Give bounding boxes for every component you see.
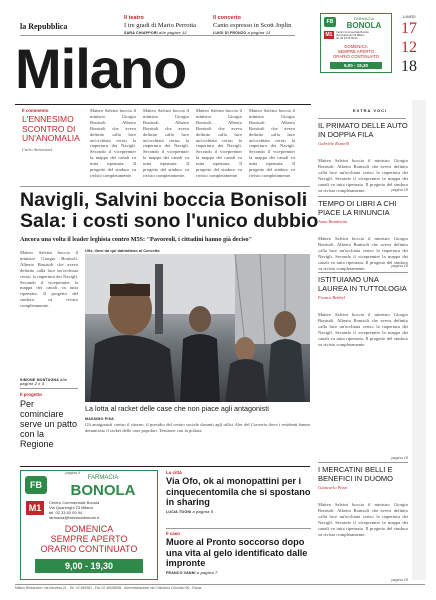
ofo-byline: LUCIA TOGNI a pagina 5 [166, 509, 214, 514]
right-story-1-page: pagina 18 [391, 188, 408, 192]
photo-caption: La lotta al racket delle case che non piace agli antagonisti [85, 404, 269, 413]
right-story-2[interactable] [318, 199, 408, 271]
pharmacy-name: BONOLA [346, 21, 382, 30]
lead-body-col-1: Matteo Salvini boccia il ministro Giorgio Bonisoli. Alberto Bonisoli che aveva definito «alla luce un'occhiata certa» la riapertura dei Navigli. Secondo il vicepremier la mappa dei canali va tutta ripensata. Il progetto del sindaco va rivisto completamente. [90, 108, 136, 178]
comment-title: L'ENNESIMO SCONTRO DI UN'ANOMALIA [22, 114, 80, 143]
pronto-headline: Muore al Pronto soccorso dopo una vita al gelo identificato dalle impronte [166, 537, 308, 568]
pharmacy-open-sunday: DOMENICA SEMPRE APERTO ORARIO CONTINUATO [332, 44, 380, 59]
pharmacy-prefix-large: FARMACIA [87, 475, 119, 481]
right-story-1-title: IL PRIMATO DELLE AUTO IN DOPPIA FILA [318, 121, 408, 139]
promo-headline: I tre gradi di Mario Perrotta [124, 22, 197, 29]
right-story-3-body: Matteo Salvini boccia il ministro Giorgio Bonisoli. Alberto Bonisoli che aveva definito «alla luce un'occhiata certa» la riapertura dei Navigli. Secondo il vicepremier la mappa dei canali va tutta ripensata. Il progetto del sindaco va rivisto completamente. [318, 312, 408, 347]
progetto-kicker: Il progetto [20, 392, 42, 397]
date-line-2: 12 [401, 39, 417, 56]
main-headline-line-1[interactable]: Navigli, Salvini boccia Bonisoli [20, 189, 308, 211]
pharmacy-prefix: FARMACIA [353, 16, 375, 21]
lead-body-col-4: Matteo Salvini boccia il ministro Giorgio Bonisoli. Alberto Bonisoli che aveva definito «alla luce un'occhiata certa» la riapertura dei Navigli. Secondo il vicepremier la mappa dei canali va tutta ripensata. Il progetto del sindaco va rivisto completamente. [249, 108, 295, 178]
right-story-2-author: Anna Bandettini [318, 219, 348, 224]
photo-crowd-illustration [85, 254, 310, 402]
right-story-2-body: Matteo Salvini boccia il ministro Giorgio Bonisoli. Alberto Bonisoli che aveva definito «alla luce un'occhiata certa» la riapertura dei Navigli. Secondo il vicepremier la mappa dei canali va tutta ripensata. Il progetto del sindaco va rivisto completamente. [318, 236, 408, 271]
right-story-4-body: Matteo Salvini boccia il ministro Giorgio Bonisoli. Alberto Bonisoli che aveva definito «alla luce un'occhiata certa» la riapertura dei Navigli. Secondo il vicepremier la mappa dei canali va tutta ripensata. Il progetto del sindaco va rivisto completamente. [318, 502, 408, 537]
main-byline: SIMONE MONTAGNA alle pagine 2 e 3 [20, 378, 68, 386]
progetto-page: pagina 4 [65, 471, 80, 475]
pronto-byline: FRANCO VANNI a pagina 7 [166, 570, 218, 575]
promo-kicker: Il concerto [213, 15, 241, 21]
promo-byline: LUIGI DI FRONZO a pagina 13 [213, 31, 271, 35]
right-story-4-page: pagina 18 [391, 578, 408, 582]
main-headline-line-2[interactable]: Sala: i costi sono l'unico dubbio [20, 210, 319, 232]
right-story-1[interactable] [318, 122, 408, 192]
comment-author: Carlo Annovazzi [22, 146, 53, 152]
pharmacy-ad-small[interactable] [320, 13, 392, 73]
right-story-1-author: Gabriele Romelli [318, 141, 350, 146]
main-body-text: Matteo Salvini boccia il ministro Giorgio Bonisoli. Alberto Bonisoli che aveva definito «alla luce un'occhiata certa» la riapertura dei Navigli. Secondo il vicepremier la mappa dei canali va tutta ripensata. Il progetto del sindaco va rivisto completamente. [20, 250, 78, 309]
pharmacy-ad-large[interactable] [20, 470, 158, 580]
pharmacy-address: Centro Commerciale Bonola Via Quarenghi 23 Milano tel. 02 33 63 09 94 [336, 31, 369, 41]
metro-badge: M1 [325, 32, 333, 38]
promo-byline: SARA CHIAPPORI alle pagine 12 [124, 31, 187, 35]
ofo-kicker: La città [166, 470, 182, 475]
bottom-story-pronto[interactable] [166, 531, 311, 583]
date-line-3: 18 [401, 58, 417, 75]
right-story-3-page: pagina 18 [391, 456, 408, 460]
right-story-3-title: ISTITUIAMO UNA LAUREA IN TUTTOLOGIA [318, 275, 407, 293]
lead-comment[interactable] [22, 108, 84, 180]
photo-story-text: Gli antagonisti contro il ritorno: il presidio del centro sociale davanti agli uffici Aler del Corvetto dove i residenti hanno denunciato il racket delle case popolari. Tensione con la polizia. [85, 422, 310, 433]
right-story-4-title: I MERCATINI BELLI E BENEFICI IN DUOMO [318, 465, 394, 483]
pronto-kicker: Il caso [166, 531, 181, 536]
photo-caption-title: Ultz, illesi da qui datnidiano al Corvetto [85, 248, 160, 253]
date-box [396, 15, 422, 85]
footer-text: Milano Redazione: via Nervesa 21 - Tel. 02 480981 - Fax 02 48098258 - Amministrazione via Cristoforo Colombo 90 - Roma [15, 586, 202, 590]
right-story-2-title: TEMPO DI LIBRI A CHI PIACE LA RINUNCIA [318, 199, 397, 217]
pharmacy-name-large: BONOLA [70, 482, 136, 499]
right-story-3-author: Franco Rebbel [318, 295, 345, 300]
newspaper-name: la Repubblica [20, 22, 68, 31]
lead-body-col-3: Matteo Salvini boccia il ministro Giorgio Bonisoli. Alberto Bonisoli che aveva definito «alla luce un'occhiata certa» la riapertura dei Navigli. Secondo il vicepremier la mappa dei canali va tutta ripensata. Il progetto del sindaco va rivisto completamente. [196, 108, 242, 178]
main-deck: Ancora una volta il leader leghista contro M5S: "Pavoreoli, i cittadini hanno già deciso" [20, 236, 253, 243]
pharmacy-logo: FB [324, 17, 336, 27]
right-story-1-body: Matteo Salvini boccia il ministro Giorgio Bonisoli. Alberto Bonisoli che aveva definito «alla luce un'occhiata certa» la riapertura dei Navigli. Secondo il vicepremier la mappa dei canali va tutta ripensata. Il progetto del sindaco va rivisto completamente. [318, 158, 408, 193]
bottom-story-ofo[interactable] [166, 470, 311, 526]
page-title: Milano [15, 37, 187, 100]
comment-kicker: Il commento [22, 108, 49, 113]
extra-voci-label: EXTRA VOCI [352, 108, 388, 113]
right-strip [412, 100, 426, 580]
right-story-4-author: Giancarlo Pezzi [318, 485, 348, 490]
lead-body-col-2: Matteo Salvini boccia il ministro Giorgio Bonisoli. Alberto Bonisoli che aveva definito «alla luce un'occhiata certa» la riapertura dei Navigli. Secondo il vicepremier la mappa dei canali va tutta ripensata. Il progetto del sindaco va rivisto completamente. [143, 108, 189, 178]
pharmacy-address-large: Centro Commerciale Bonola Via Quarenghi 23 Milano tel. 02 33 63 09 94 farmacia@farmaciabonola.it [49, 500, 100, 520]
right-story-2-page: pagina 18 [391, 264, 408, 268]
sidebar-progetto[interactable] [20, 392, 80, 475]
promo-kicker: Il teatro [124, 15, 144, 21]
pharmacy-hours-large: 9,00 - 19,30 [35, 559, 143, 573]
photo-credit: MASSIMO PISA [85, 417, 114, 421]
promo-headline: Canto espresso in Scott Joplin [213, 22, 292, 29]
pharmacy-open-sunday-large: DOMENICA SEMPRE APERTO ORARIO CONTINUATO [40, 524, 138, 554]
date-day-name: LUNEDÌ [402, 15, 416, 19]
pharmacy-logo-large: FB [25, 476, 47, 494]
lead-photo[interactable] [85, 254, 310, 402]
pharmacy-hours: 9,00 - 19,30 [330, 62, 382, 69]
ofo-headline: Via Ofo, ok ai monopattini per i cinquecentomila che si spostano in sharing [166, 476, 311, 507]
date-line-1: 17 [401, 20, 417, 37]
progetto-headline: Per cominciare serve un patto con la Regione [20, 399, 78, 449]
metro-badge-large: M1 [26, 501, 44, 515]
right-story-4[interactable] [318, 466, 408, 582]
right-story-3[interactable] [318, 276, 408, 460]
